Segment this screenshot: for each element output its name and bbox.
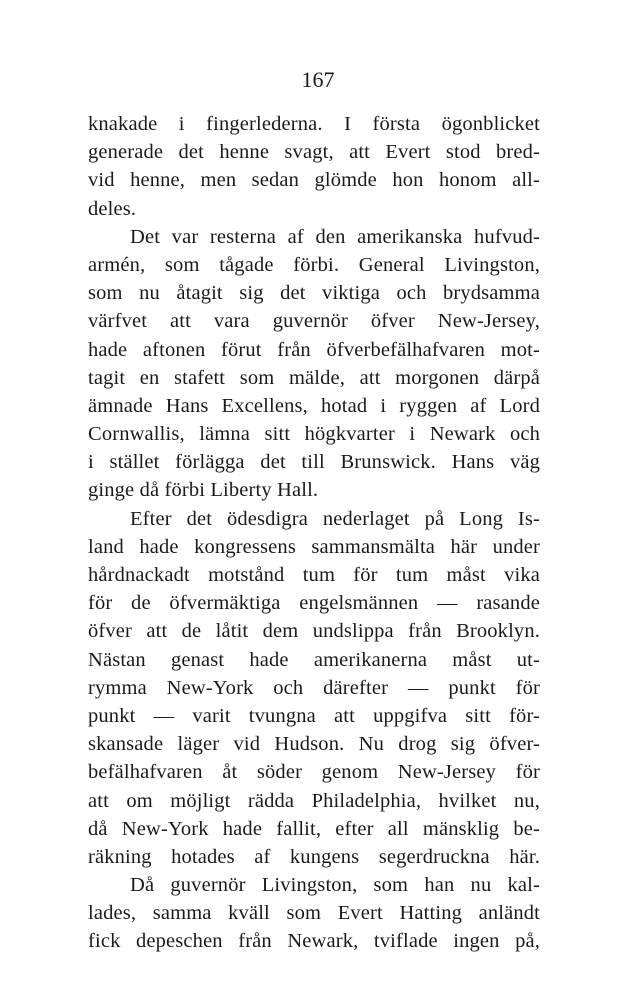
body-text bbox=[88, 110, 540, 956]
text-line: då New-York hade fallit, efter all mänsklig be- bbox=[88, 817, 540, 840]
text-line: skansade läger vid Hudson. Nu drog sig öfver- bbox=[88, 733, 540, 756]
text-line: armén, som tågade förbi. General Livingston, bbox=[88, 253, 540, 276]
text-line: värfvet att vara guvernör öfver New-Jersey, bbox=[88, 310, 540, 333]
text-line: ginge då förbi Liberty Hall. bbox=[88, 479, 319, 502]
text-line: ämnade Hans Excellens, hotad i ryggen af Lord bbox=[88, 394, 540, 417]
text-line: för de öfvermäktiga engelsmännen — rasande bbox=[88, 592, 540, 615]
text-line: land hade kongressens sammansmälta här under bbox=[88, 535, 540, 558]
text-line: att om möjligt rädda Philadelphia, hvilket nu, bbox=[88, 789, 540, 812]
text-line: rymma New-York och därefter — punkt för bbox=[88, 676, 540, 699]
text-line: hade aftonen förut från öfverbefälhafvaren mot- bbox=[88, 338, 540, 361]
text-line: generade det henne svagt, att Evert stod bred- bbox=[88, 141, 540, 164]
text-line: räkning hotades af kungens segerdruckna här. bbox=[88, 845, 540, 868]
text-line: fick depeschen från Newark, tviflade ingen på, bbox=[88, 930, 540, 953]
text-line: hårdnackadt motstånd tum för tum måst vika bbox=[88, 564, 540, 586]
text-line: Det var resterna af den amerikanska hufvud- bbox=[130, 225, 540, 248]
text-line: i stället förlägga det till Brunswick. Hans väg bbox=[88, 451, 540, 474]
text-line: Cornwallis, lämna sitt högkvarter i Newark och bbox=[88, 423, 540, 446]
text-line: Då guvernör Livingston, som han nu kal- bbox=[130, 874, 540, 897]
text-line: befälhafvaren åt söder genom New-Jersey för bbox=[88, 761, 540, 784]
text-line: punkt — varit tvungna att uppgifva sitt för- bbox=[88, 704, 540, 727]
page-number: 167 bbox=[301, 67, 335, 92]
text-line: öfver att de låtit dem undslippa från Brooklyn. bbox=[88, 620, 540, 643]
text-line: tagit en stafett som mälde, att morgonen därpå bbox=[88, 366, 540, 389]
text-line: Nästan genast hade amerikanerna måst ut- bbox=[88, 648, 540, 671]
text-line: knakade i fingerlederna. I första ögonblicket bbox=[88, 113, 540, 135]
text-line: deles. bbox=[88, 197, 137, 220]
text-line: som nu åtagit sig det viktiga och brydsamma bbox=[88, 282, 540, 305]
text-line: lades, samma kväll som Evert Hatting anländt bbox=[88, 902, 540, 925]
text-line: vid henne, men sedan glömde hon honom all- bbox=[88, 169, 540, 192]
text-line: Efter det ödesdigra nederlaget på Long Is- bbox=[130, 507, 540, 530]
